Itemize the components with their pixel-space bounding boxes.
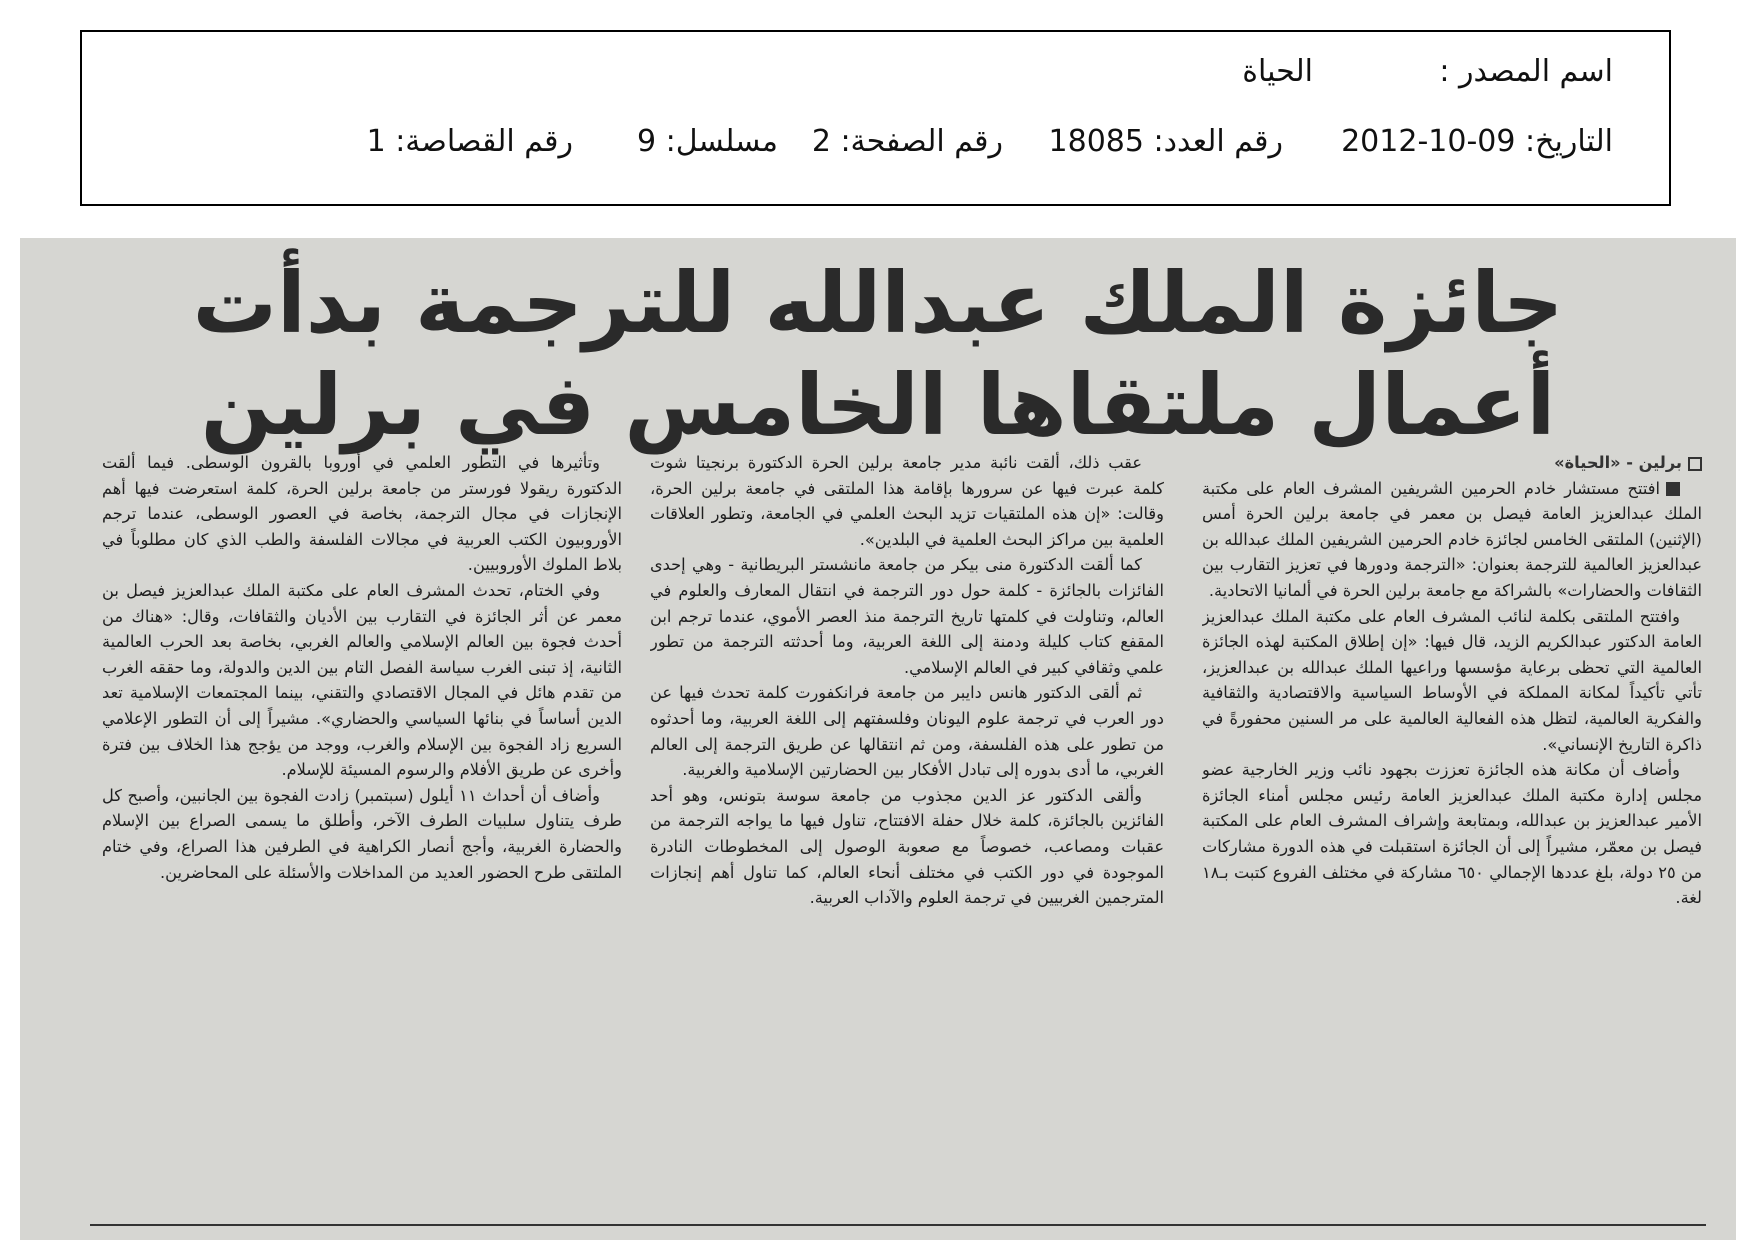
paragraph: وأضاف أن مكانة هذه الجائزة تعززت بجهود نائب وزير الخارجية عضو مجلس إدارة مكتبة الملك عبدالعزيز العامة رئيس مجلس أمناء الجائزة الأمير عبدالعزيز بن عبدالله، وبمتابعة وإشراف المشرف العام على المكتبة فيصل بن معمّر، مشيراً إلى أن الجائزة استقبلت في هذه الدورة مشاركات من ٢٥ دولة، بلغ عددها الإجمالي ٦٥٠ مشاركة في مختلف الفروع كتبت بـ١٨ لغة. xyxy=(1202,760,1702,908)
page-number-field: رقم الصفحة: 2 xyxy=(811,124,1003,159)
bottom-rule xyxy=(90,1224,1706,1226)
paragraph: كما ألقت الدكتورة منى بيكر من جامعة مانشستر البريطانية - وهي إحدى الفائزات بالجائزة - كلمة حول دور الترجمة في انتقال المعارف والعلوم في العالم، وتناولت في كلمتها تاريخ الترجمة منذ العصر الأموي، عندما ترجم ابن المقفع كتاب كليلة ودمنة إلى اللغة العربية، وما أحدثته الترجمة من تطور علمي وثقافي كبير في العالم الإسلامي. xyxy=(650,555,1164,677)
meta-row xyxy=(122,124,1613,180)
newspaper-clipping xyxy=(20,238,1736,1240)
source-row xyxy=(122,54,1613,110)
source-value: الحياة xyxy=(1242,54,1313,89)
paragraph: وأضاف أن أحداث ١١ أيلول (سبتمبر) زادت الفجوة بين الجانبين، وأصبح كل طرف يتناول سلبيات الطرف الآخر، وأطلق ما يسمى الصراع بين الإسلام والحضارة الغربية، وأجج أنصار الكراهية في الطرفين هذا الصراع، وفي ختام الملتقى طرح الحضور العديد من المداخلات والأسئلة على المحاضرين. xyxy=(102,785,622,882)
paragraph: وألقى الدكتور عز الدين مجذوب من جامعة سوسة بتونس، وهو أحد الفائزين بالجائزة، كلمة خلال حفلة الافتتاح، تناول فيها ما يواجه الترجمة من عقبات ومصاعب، خصوصاً مع صعوبة الوصول إلى المخطوطات النادرة الموجودة في دور الكتب في مختلف أنحاء العالم، كما تناول أهم إنجازات المترجمين الغربيين في ترجمة العلوم والآداب العربية. xyxy=(650,785,1164,908)
issue-number-field: رقم العدد: 18085 xyxy=(1048,124,1283,159)
source-info-box xyxy=(80,30,1671,206)
paragraph: وافتتح الملتقى بكلمة لنائب المشرف العام على مكتبة الملك عبدالعزيز العامة الدكتور عبدالكريم الزيد، قال فيها: «إن إطلاق المكتبة لهذه الجائزة العالمية التي تحظى برعاية مؤسسها وراعيها الملك عبدالله بن عبدالعزيز، تأتي تأكيداً لمكانة المملكة في الأوساط السياسية والاقتصادية والثقافية والفكرية العالمية، لتظل هذه الفعالية العالمية على مر السنين محفورةً في ذاكرة التاريخ الإنساني». xyxy=(1202,606,1702,754)
dateline-text: برلين - «الحياة» xyxy=(1554,453,1682,472)
article-column-middle xyxy=(650,450,1164,1220)
article-column-right xyxy=(1202,450,1702,1220)
paragraph: عقب ذلك، ألقت نائبة مدير جامعة برلين الحرة الدكتورة برنجيتا شوت كلمة عبرت فيها عن سرورها بإقامة هذا الملتقى في جامعة برلين الحرة، وقالت: «إن هذه الملتقيات تزيد البحث العلمي في الجامعة، وتطور العلاقات العلمية بين مراكز البحث العلمية في البلدين». xyxy=(650,453,1164,549)
dateline xyxy=(1202,450,1702,476)
date-field: التاريخ: 09-10-2012 xyxy=(1341,124,1613,159)
paragraph: وتأثيرها في التطور العلمي في أوروبا بالقرون الوسطى. فيما ألقت الدكتورة ريقولا فورستر من جامعة برلين الحرة، كلمة استعرضت فيها أهم الإنجازات في مجال الترجمة، بخاصة في العصور الوسطى، عندما ترجم الأوروبيون الكتب العربية في مجالات الفلسفة والطب الذي كان مطلوباً في بلاط الملوك الأوروبيين. xyxy=(102,453,622,575)
paragraph: وفي الختام، تحدث المشرف العام على مكتبة الملك عبدالعزيز فيصل بن معمر عن أثر الجائزة في التقارب بين الأديان والثقافات، وقال: «هناك من أحدث فجوة بين العالم الإسلامي والعالم الغربي، بخاصة بعد الحرب العالمية الثانية، إذ تبنى الغرب سياسة الفصل التام بين الدين والدولة، وما حققه الغرب من تقدم هائل في المجال الاقتصادي والتقني، بينما المجتمعات الإسلامية تعد الدين أساساً في بنائها السياسي والحضاري». مشيراً إلى أن التطور الإعلامي السريع زاد الفجوة بين الإسلام والغرب، ووجد من يؤجج هذا الخلاف بين فترة وأخرى عن طريق الأفلام والرسوم المسيئة للإسلام. xyxy=(102,580,622,780)
paragraph: ثم ألقى الدكتور هانس دايبر من جامعة فرانكفورت كلمة تحدث فيها عن دور العرب في ترجمة علوم اليونان وفلسفتهم إلى اللغة العربية، وما أحدثوه من تطور على هذه الفلسفة، ومن ثم انتقالها عن طريق الترجمة إلى العالم الغربي، ما أدى بدوره إلى تبادل الأفكار بين الحضارتين الإسلامية والغربية. xyxy=(650,683,1164,780)
paragraph: افتتح مستشار خادم الحرمين الشريفين المشرف العام على مكتبة الملك عبدالعزيز العامة فيصل بن معمر في جامعة برلين الحرة أمس (الإثنين) الملتقى الخامس لجائزة خادم الحرمين الشريفين الملك عبدالله بن عبدالعزيز العالمية للترجمة بعنوان: «الترجمة ودورها في تعزيز التقارب بين الثقافات والحضارات» بالشراكة مع جامعة برلين الحرة في ألمانيا الاتحادية. xyxy=(1202,478,1702,600)
clip-number-field: رقم القصاصة: 1 xyxy=(366,124,573,159)
dateline-box-icon xyxy=(1688,457,1702,471)
headline-line-1: جائزة الملك عبدالله للترجمة بدأت xyxy=(192,254,1564,352)
serial-field: مسلسل: 9 xyxy=(637,124,778,159)
article-column-left xyxy=(102,450,622,1220)
source-label: اسم المصدر : xyxy=(1439,54,1613,89)
headline-line-2: أعمال ملتقاها الخامس في برلين xyxy=(200,356,1556,454)
lead-bullet-icon xyxy=(1666,482,1680,496)
